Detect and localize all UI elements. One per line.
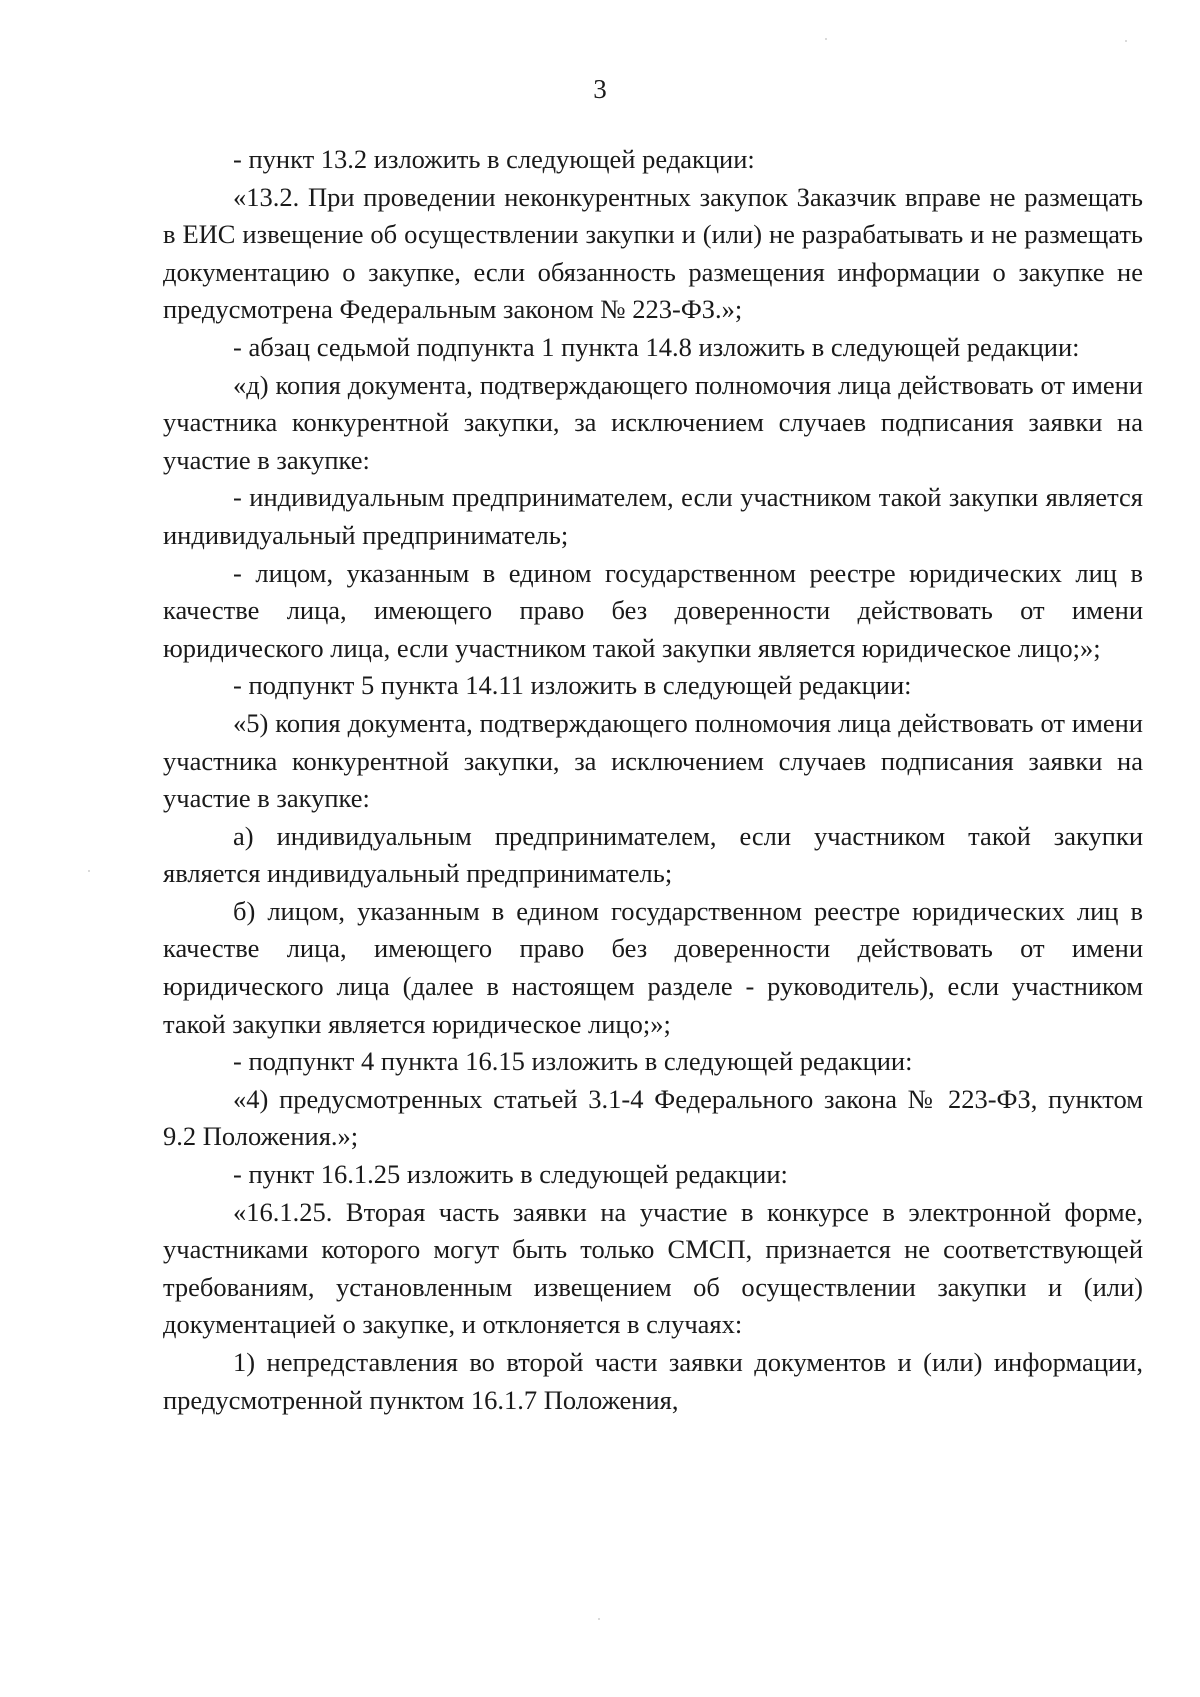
paragraph: 1) непредставления во второй части заявки документов и (или) информации, предусмотренной пунктом 16.1.7 Положения, [163,1347,1143,1415]
scan-artifact [825,38,827,40]
paragraph: - абзац седьмой подпункта 1 пункта 14.8 изложить в следующей редакции: [233,331,1080,362]
page-number: 3 [593,74,607,104]
document-body [163,141,1143,1419]
paragraph: «13.2. При проведении неконкурентных закупок Заказчик вправе не размещать в ЕИС извещение об осуществлении закупки и (или) не разрабатывать и не размещать документацию о закупке, если обязанность размещения информации о закупке не предусмотрена Федеральным законом № 223-ФЗ.»; [163,181,1143,325]
paragraph: б) лицом, указанным в едином государственном реестре юридических лиц в качестве лица, имеющего право без доверенности действовать от имени юридического лица (далее в настоящем разделе - руководитель), если участником такой закупки является юридическое лицо;»; [163,895,1143,1039]
paragraph: «д) копия документа, подтверждающего полномочия лица действовать от имени участника конкурентной закупки, за исключением случаев подписания заявки на участие в закупке: [163,369,1143,475]
paragraph: - лицом, указанным в едином государственном реестре юридических лиц в качестве лица, имеющего право без доверенности действовать от имени юридического лица, если участником такой закупки является юридическое лицо;»; [163,557,1143,663]
scan-artifact [598,1618,600,1620]
paragraph: - пункт 13.2 изложить в следующей редакции: [233,144,755,174]
paragraph: - подпункт 4 пункта 16.15 изложить в следующей редакции: [233,1046,913,1077]
paragraph: а) индивидуальным предпринимателем, если участником такой закупки является индивидуальный предприниматель; [163,820,1143,889]
paragraph: - пункт 16.1.25 изложить в следующей редакции: [233,1159,788,1190]
paragraph: «4) предусмотренных статьей 3.1-4 Федерального закона № 223-ФЗ, пунктом 9.2 Положения.»; [163,1083,1143,1152]
paragraph: «5) копия документа, подтверждающего полномочия лица действовать от имени участника конкурентной закупки, за исключением случаев подписания заявки на участие в закупке: [163,707,1143,814]
scan-artifact [88,870,90,872]
paragraph: «16.1.25. Вторая часть заявки на участие в конкурсе в электронной форме, участниками которого могут быть только СМСП, признается не соответствующей требованиям, установленным извещением об осуществлении закупки и (или) документацией о закупке, и отклоняется в случаях: [163,1196,1143,1340]
paragraph: - подпункт 5 пункта 14.11 изложить в следующей редакции: [233,670,912,701]
paragraph: - индивидуальным предпринимателем, если участником такой закупки является индивидуальный предприниматель; [163,482,1143,550]
scan-artifact [1125,40,1127,42]
